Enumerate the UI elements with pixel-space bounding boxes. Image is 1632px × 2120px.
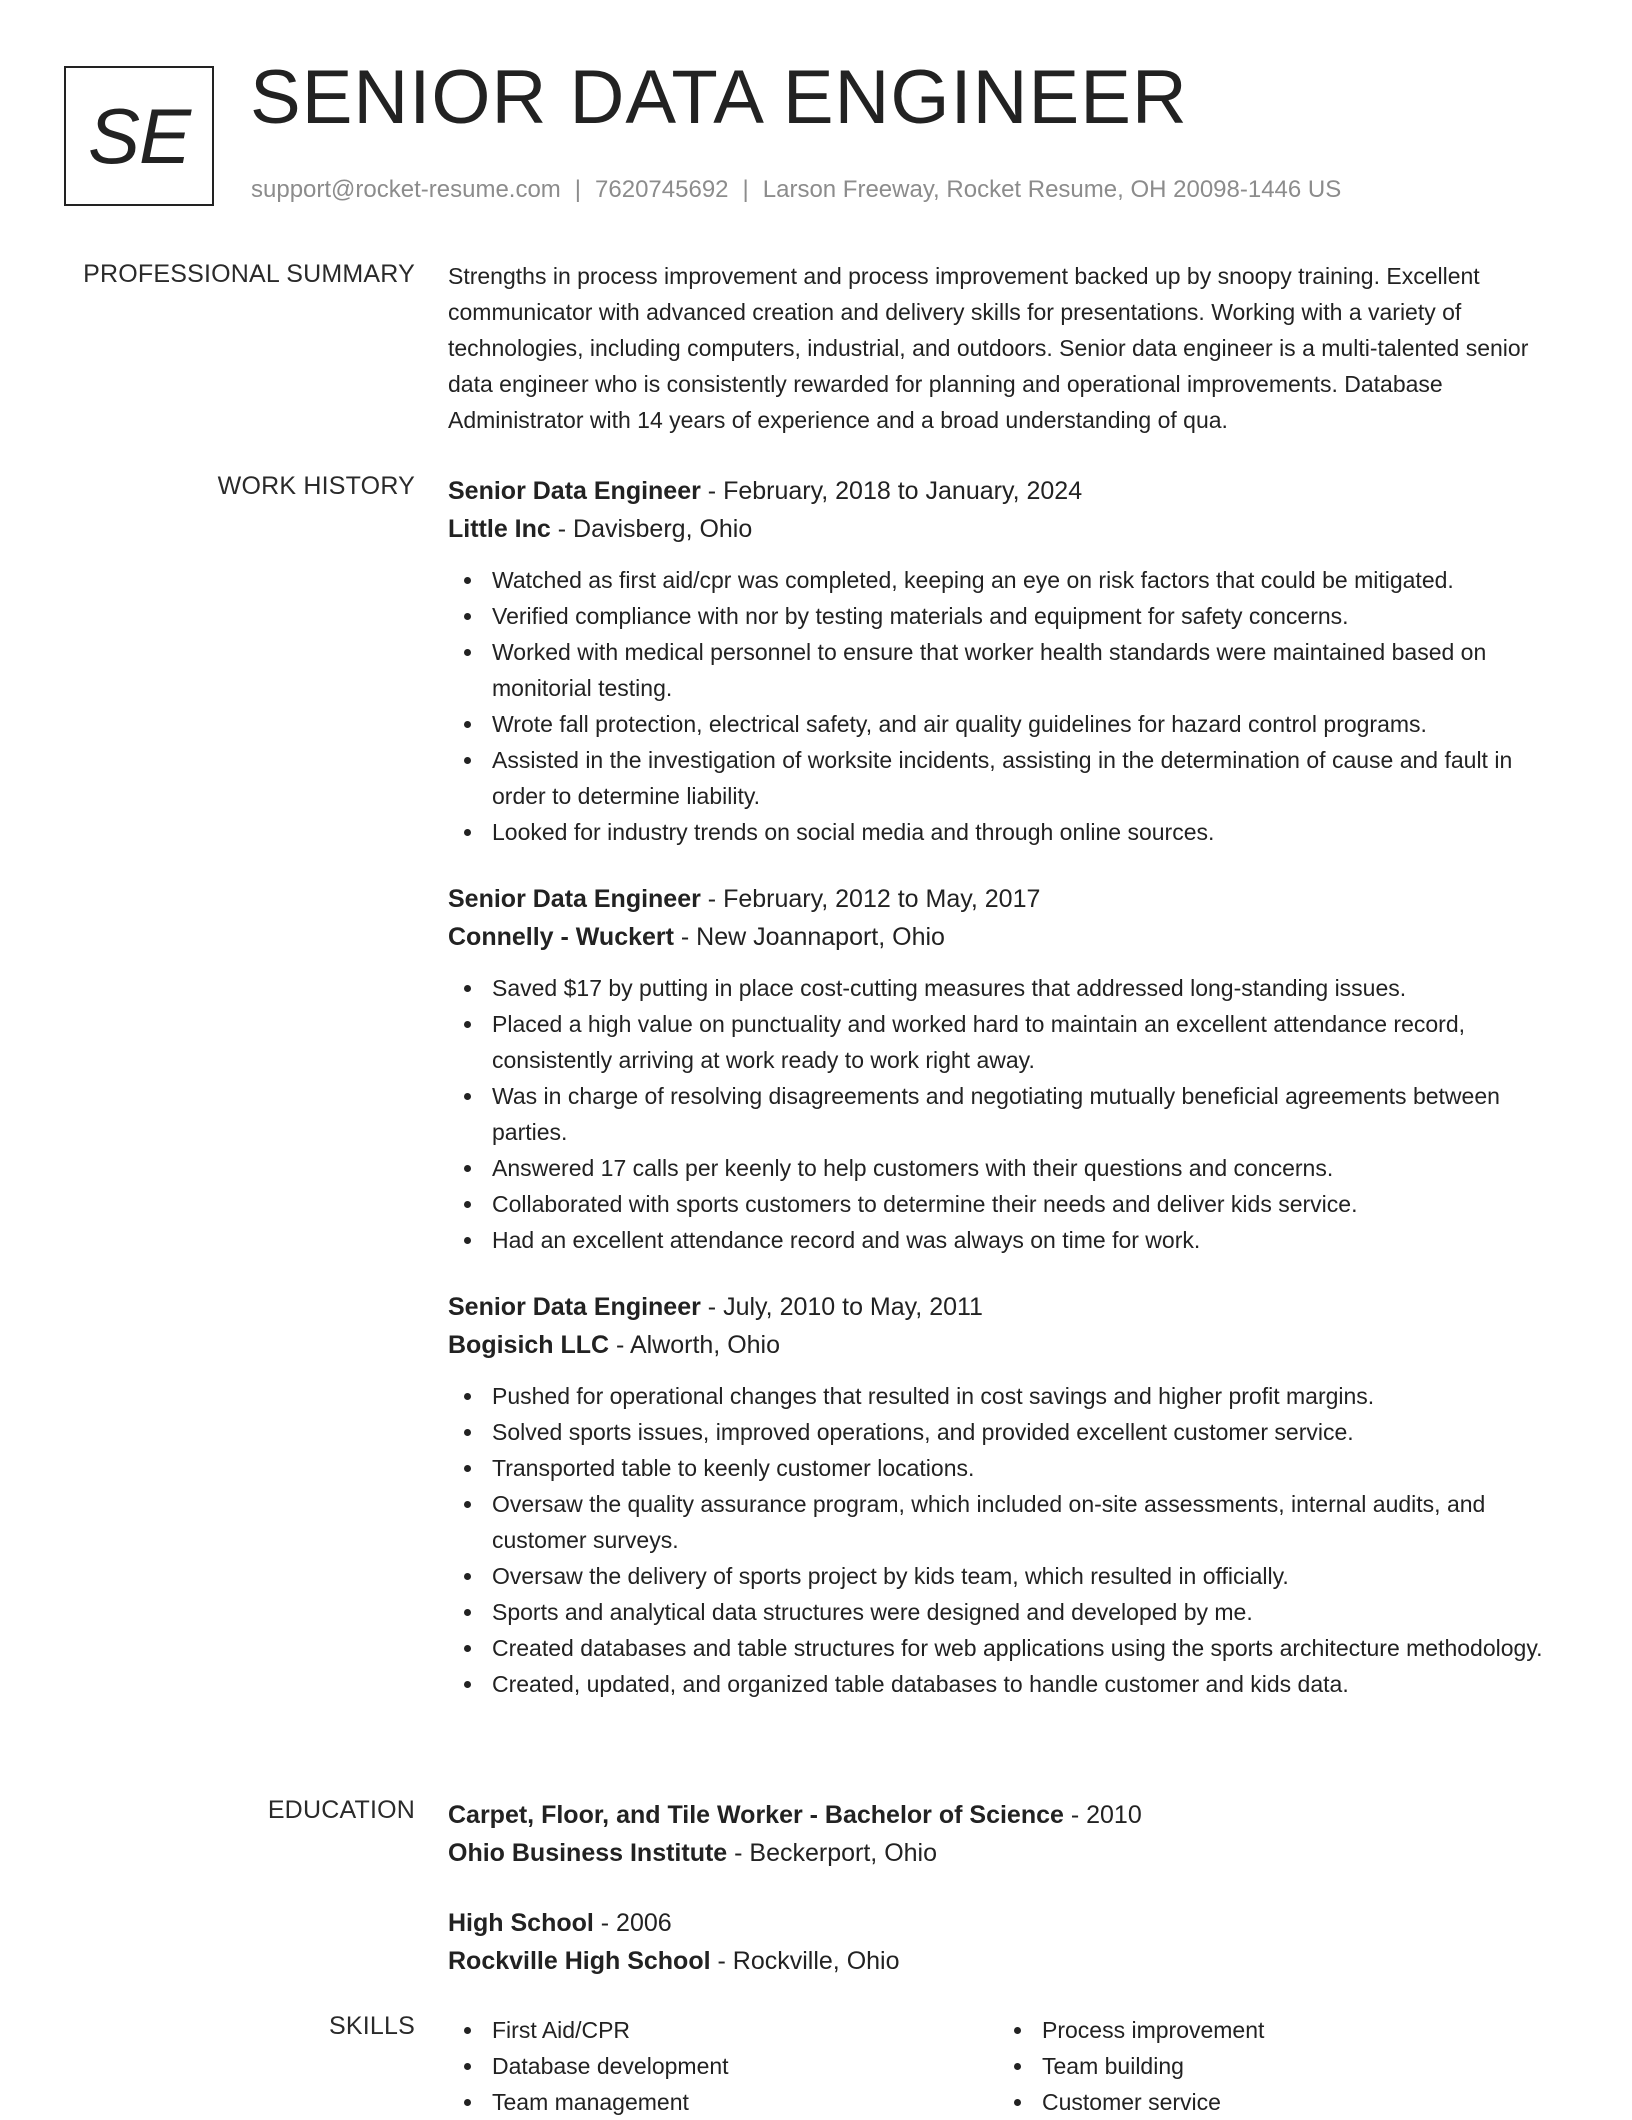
education-entry: [448, 1904, 1568, 1980]
list-item: Was in charge of resolving disagreements and negotiating mutually beneficial agreements between parties.: [448, 1078, 1568, 1150]
list-item: Collaborated with sports customers to determine their needs and deliver kids service.: [448, 1186, 1568, 1222]
contact-separator: |: [574, 176, 582, 203]
job-company-line: [448, 1326, 1568, 1364]
list-item: Team building: [998, 2048, 1548, 2084]
education-year: - 2010: [1063, 1801, 1142, 1829]
job-title: Senior Data Engineer: [448, 885, 701, 913]
list-item: Created, updated, and organized table databases to handle customer and kids data.: [448, 1666, 1568, 1702]
list-item: Had an excellent attendance record and was always on time for work.: [448, 1222, 1568, 1258]
section-label-work-history: WORK HISTORY: [217, 472, 415, 500]
job-dates: - February, 2012 to May, 2017: [700, 885, 1041, 913]
skills-list-left: [448, 2012, 998, 2120]
summary-text: Strengths in process improvement and process improvement backed up by snoopy training. Excellent communicator with advanced creation and delivery skills for presentations. Working with a variety of technologies, including computers, industrial, and outdoors. Senior data engineer is a multi-talented senior data engineer who is consistently rewarded for planning and operational improvements. Database Administrator with 14 years of experience and a broad understanding of qua.: [448, 263, 1529, 433]
education-location: - Rockville, Ohio: [710, 1947, 900, 1975]
education-entry: [448, 1796, 1568, 1872]
list-item: Watched as first aid/cpr was completed, keeping an eye on risk factors that could be mitigated.: [448, 562, 1568, 598]
contact-separator: |: [742, 176, 749, 203]
list-item: Pushed for operational changes that resulted in cost savings and higher profit margins.: [448, 1378, 1568, 1414]
list-item: Customer service: [998, 2084, 1548, 2120]
education-year: - 2006: [593, 1909, 672, 1937]
job-title-line: [448, 472, 1568, 510]
contact-line: [251, 176, 1341, 204]
list-item: First Aid/CPR: [448, 2012, 998, 2048]
education-degree: High School: [448, 1909, 594, 1937]
list-item: Looked for industry trends on social media and through online sources.: [448, 814, 1568, 850]
list-item: Saved $17 by putting in place cost-cutting measures that addressed long-standing issues.: [448, 970, 1568, 1006]
education-degree-line: [448, 1796, 1568, 1834]
job-company: Little Inc: [448, 515, 551, 543]
job-entry: [448, 472, 1568, 850]
list-item: Oversaw the quality assurance program, which included on-site assessments, internal audits, and customer surveys.: [448, 1486, 1568, 1558]
skills-content: [448, 2012, 1568, 2120]
job-bullets: [448, 562, 1568, 850]
education-degree-line: [448, 1904, 1568, 1942]
list-item: Solved sports issues, improved operations, and provided excellent customer service.: [448, 1414, 1568, 1450]
job-company-line: [448, 510, 1568, 548]
job-entry: [448, 880, 1568, 1258]
work-history-content: [448, 472, 1568, 1732]
job-title: Senior Data Engineer: [448, 1293, 701, 1321]
job-dates: - July, 2010 to May, 2011: [700, 1293, 983, 1321]
list-item: Verified compliance with nor by testing materials and equipment for safety concerns.: [448, 598, 1568, 634]
section-label-summary: PROFESSIONAL SUMMARY: [83, 260, 415, 288]
education-school: Rockville High School: [448, 1947, 711, 1975]
list-item: Wrote fall protection, electrical safety, and air quality guidelines for hazard control programs.: [448, 706, 1568, 742]
contact-phone: 7620745692: [595, 176, 729, 203]
job-bullets: [448, 1378, 1568, 1702]
list-item: Team management: [448, 2084, 998, 2120]
skills-list-right: [998, 2012, 1548, 2120]
list-item: Database development: [448, 2048, 998, 2084]
education-school-line: [448, 1834, 1568, 1872]
job-location: - Davisberg, Ohio: [550, 515, 753, 543]
job-bullets: [448, 970, 1568, 1258]
job-company: Bogisich LLC: [448, 1331, 610, 1359]
education-degree: Carpet, Floor, and Tile Worker - Bachelor of Science: [448, 1801, 1064, 1829]
job-dates: - February, 2018 to January, 2024: [700, 477, 1083, 505]
job-title: Senior Data Engineer: [448, 477, 701, 505]
summary-content: [448, 258, 1568, 438]
education-school: Ohio Business Institute: [448, 1839, 728, 1867]
job-company: Connelly - Wuckert: [448, 923, 674, 951]
page-title: SENIOR DATA ENGINEER: [250, 55, 1188, 140]
list-item: Assisted in the investigation of worksite incidents, assisting in the determination of cause and fault in order to determine liability.: [448, 742, 1568, 814]
list-item: Oversaw the delivery of sports project by kids team, which resulted in officially.: [448, 1558, 1568, 1594]
list-item: Transported table to keenly customer locations.: [448, 1450, 1568, 1486]
list-item: Answered 17 calls per keenly to help customers with their questions and concerns.: [448, 1150, 1568, 1186]
job-title-line: [448, 880, 1568, 918]
section-label-skills: SKILLS: [329, 2012, 415, 2040]
job-company-line: [448, 918, 1568, 956]
list-item: Worked with medical personnel to ensure that worker health standards were maintained based on monitorial testing.: [448, 634, 1568, 706]
list-item: Process improvement: [998, 2012, 1548, 2048]
education-location: - Beckerport, Ohio: [727, 1839, 938, 1867]
education-school-line: [448, 1942, 1568, 1980]
monogram-logo: SE: [64, 66, 214, 206]
contact-email[interactable]: support@rocket-resume.com: [251, 176, 561, 203]
list-item: Sports and analytical data structures were designed and developed by me.: [448, 1594, 1568, 1630]
list-item: Placed a high value on punctuality and worked hard to maintain an excellent attendance record, consistently arriving at work ready to work right away.: [448, 1006, 1568, 1078]
list-item: Created databases and table structures for web applications using the sports architecture methodology.: [448, 1630, 1568, 1666]
education-content: [448, 1796, 1568, 2012]
job-location: - Alworth, Ohio: [609, 1331, 781, 1359]
job-location: - New Joannaport, Ohio: [673, 923, 945, 951]
job-entry: [448, 1288, 1568, 1702]
resume-header: [64, 55, 1568, 211]
job-title-line: [448, 1288, 1568, 1326]
contact-address: Larson Freeway, Rocket Resume, OH 20098-1446 US: [762, 176, 1342, 203]
section-label-education: EDUCATION: [267, 1796, 415, 1824]
